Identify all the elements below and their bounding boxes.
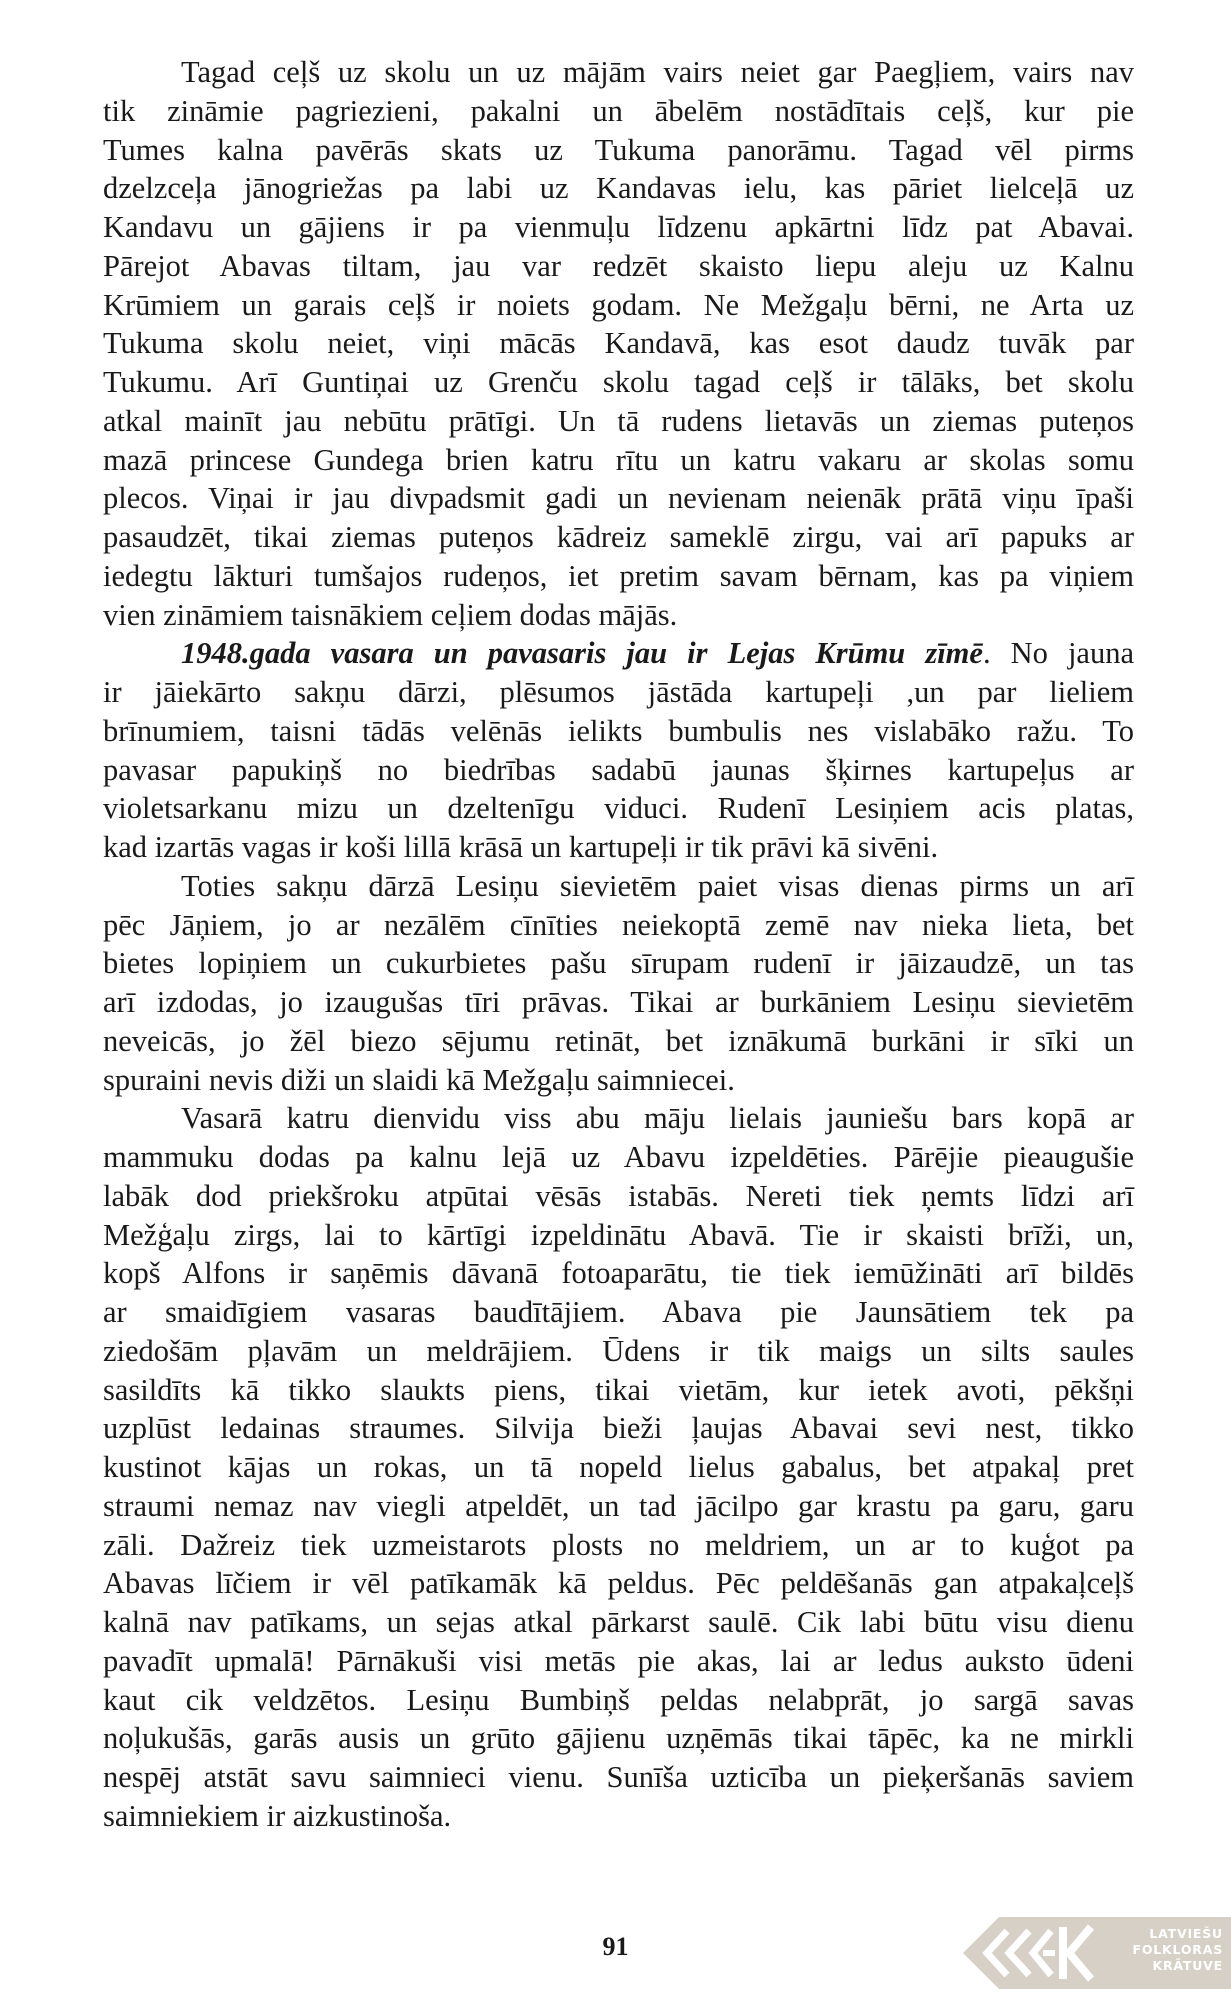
text-line: spuraini nevis diži un slaidi kā Mežgaļu saimniecei. [103, 1062, 735, 1097]
text-fragment: . No jauna [982, 636, 1135, 671]
lfk-logo [963, 1917, 1231, 1989]
text-line: pēc Jāņiem, jo ar nezālēm cīnīties neiekoptā zemē nav nieka lieta, bet [103, 907, 1134, 942]
text-line: pavadīt upmalā! Pārnākuši visi metās pie akas, lai ar ledus auksto ūdeni [103, 1643, 1134, 1678]
text-line: Tukumu. Arī Guntiņai uz Grenču skolu tagad ceļš ir tālāks, bet skolu [103, 365, 1134, 399]
text-line: arī izdodas, jo izaugušas tīri prāvas. Tikai ar burkāniem Lesiņu sievietēm [103, 985, 1134, 1019]
logo-text [1133, 1926, 1223, 1974]
text-line: Tagad ceļš uz skolu un uz mājām vairs neiet gar Paegļiem, vairs nav [181, 55, 1134, 89]
section-heading-inline: 1948.gada vasara un pavasaris jau ir Lejas Krūmu zīmē [181, 636, 983, 671]
text-line: kad izartās vagas ir koši lillā krāsā un kartupeļi ir tik prāvi kā sivēni. [103, 830, 939, 864]
text-line: Krūmiem un garais ceļš ir noiets godam. Ne Mežgaļu bērni, ne Arta uz [103, 287, 1134, 322]
text-line: neveicās, jo žēl biezo sējumu retināt, bet iznākumā burkāni ir sīki un [103, 1023, 1134, 1058]
text-line: noļukušās, garās ausis un grūto gājienu uzņēmās tikai tāpēc, ka ne mirkli [103, 1721, 1134, 1756]
text-line: pasaudzēt, tikai ziemas puteņos kādreiz sameklē zirgu, vai arī papuks ar [103, 520, 1134, 554]
text-line: bietes lopiņiem un cukurbietes pašu sīrupam rudenī ir jāizaudzē, un tas [103, 946, 1134, 981]
text-line: kaut cik veldzētos. Lesiņu Bumbiņš peldas nelabprāt, jo sargā savas [103, 1682, 1134, 1717]
text-line [103, 634, 1134, 673]
text-line: uzplūst ledainas straumes. Silvija bieži ļaujas Abavai sevi nest, tikko [103, 1411, 1134, 1446]
page-number: 91 [602, 1932, 629, 1961]
text-line: ir jāiekārto sakņu dārzi, plēsumos jāstāda kartupeļi ,un par lieliem [103, 675, 1134, 709]
text-line: nespēj atstāt savu saimnieci vienu. Sunīša uzticība un pieķeršanās saviem [103, 1760, 1134, 1794]
text-line: labāk dod priekšroku atpūtai vēsās istabās. Nereti tiek ņemts līdzi arī [103, 1178, 1134, 1213]
paragraph-1 [103, 53, 1134, 634]
text-line: dzelzceļa jānogriežas pa labi uz Kandavas ielu, kas pāriet lielceļā uz [103, 171, 1134, 206]
text-line: zāli. Dažreiz tiek uzmeistarots plosts no meldriem, un ar to kuģot pa [103, 1527, 1134, 1562]
paragraph-3 [103, 867, 1134, 1100]
text-line: saimniekiem ir aizkustinoša. [103, 1798, 452, 1833]
text-line: Tukuma skolu neiet, viņi mācās Kandavā, kas esot daudz tuvāk par [103, 326, 1134, 361]
text-line: Abavas līčiem ir vēl patīkamāk kā peldus. Pēc peldēšanās gan atpakaļceļš [103, 1566, 1134, 1601]
text-line: Mežģaļu zirgs, lai to kārtīgi izpeldinātu Abavā. Tie ir skaisti brīži, un, [103, 1217, 1134, 1252]
text-line: iedegtu lākturi tumšajos rudeņos, iet pretim savam bērnam, kas pa viņiem [103, 558, 1134, 593]
text-line: atkal mainīt jau nebūtu prātīgi. Un tā rudens lietavās un ziemas puteņos [103, 403, 1134, 438]
text-line: mazā princese Gundega brien katru rītu un katru vakaru ar skolas somu [103, 442, 1134, 477]
text-line: ziedošām pļavām un meldrājiem. Ūdens ir tik maigs un silts saules [103, 1333, 1134, 1368]
logo-line: FOLKLORAS [1132, 1942, 1223, 1957]
text-line: ar smaidīgiem vasaras baudītājiem. Abava pie Jaunsātiem tek pa [103, 1295, 1134, 1329]
text-line: violetsarkanu mizu un dzeltenīgu viduci. Rudenī Lesiņiem acis platas, [103, 791, 1134, 826]
paragraph-2 [103, 634, 1134, 867]
text-line: Pārejot Abavas tiltam, jau var redzēt skaisto liepu aleju uz Kalnu [103, 248, 1134, 283]
text-line: Toties sakņu dārzā Lesiņu sievietēm paiet visas dienas pirms un arī [181, 868, 1134, 903]
text-line: Kandavu un gājiens ir pa vienmuļu līdzenu apkārtni līdz pat Abavai. [103, 210, 1134, 244]
paragraph-4 [103, 1099, 1134, 1835]
text-line: plecos. Viņai ir jau divpadsmit gadi un nevienam neienāk prātā viņu īpaši [103, 481, 1134, 516]
text-line: brīnumiem, taisni tādās velēnās ielikts bumbulis nes vislabāko ražu. To [103, 713, 1134, 748]
text-line: tik zināmie pagriezieni, pakalni un ābelēm nostādītais ceļš, kur pie [103, 93, 1134, 128]
document-page [103, 53, 1134, 1836]
text-line: kustinot kājas un rokas, un tā nopeld lielus gabalus, bet atpakaļ pret [103, 1450, 1134, 1484]
text-line: vien zināmiem taisnākiem ceļiem dodas mājās. [103, 597, 678, 632]
text-line: Tumes kalna pavērās skats uz Tukuma panorāmu. Tagad vēl pirms [103, 132, 1134, 167]
text-line: pavasar papukiņš no biedrības sadabū jaunas šķirnes kartupeļus ar [103, 752, 1134, 787]
text-line: sasildīts kā tikko slaukts piens, tikai vietām, kur ietek avoti, pēkšņi [103, 1372, 1134, 1407]
text-line: straumi nemaz nav viegli atpeldēt, un tad jācilpo gar krastu pa garu, garu [103, 1488, 1134, 1523]
logo-line: LATVIEŠU [1149, 1926, 1223, 1941]
text-line: mammuku dodas pa kalnu lejā uz Abavu izpeldēties. Pārējie pieaugušie [103, 1140, 1134, 1174]
text-line: Vasarā katru dienvidu viss abu māju lielais jauniešu bars kopā ar [181, 1101, 1134, 1136]
text-line: kopš Alfons ir saņēmis dāvanā fotoaparātu, tie tiek iemūžināti arī bildēs [103, 1256, 1134, 1291]
logo-line: KRĀTUVE [1152, 1958, 1223, 1973]
text-line: kalnā nav patīkams, un sejas atkal pārkarst saulē. Cik labi būtu visu dienu [103, 1605, 1134, 1639]
